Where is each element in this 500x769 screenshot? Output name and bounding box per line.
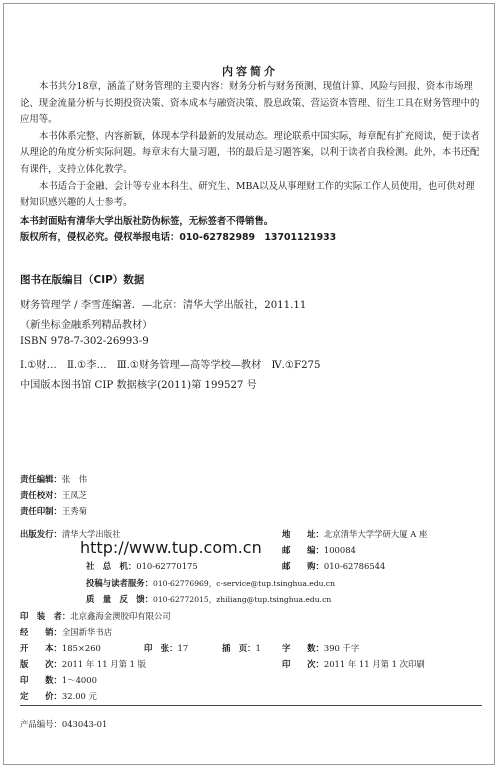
summary-title: 内容简介 <box>222 65 278 78</box>
distributor-value: 全国新华书店 <box>61 627 113 637</box>
proof-name: 王凤芝 <box>61 490 87 500</box>
plates-row <box>222 636 261 655</box>
sheets-value: 17 <box>177 643 189 653</box>
switchboard-value: 010-62770175 <box>136 561 198 571</box>
price-value: 32.00 元 <box>61 691 97 701</box>
words-label: 字 数： <box>282 643 324 653</box>
cip-line-series: （新坐标金融系列精品教材） <box>20 320 153 331</box>
address-value: 北京清华大学学研大厦 A 座 <box>323 529 428 539</box>
contribution-label: 投稿与读者服务： <box>86 578 153 588</box>
divider <box>20 705 482 706</box>
summary-text <box>20 79 482 247</box>
print-name: 王秀菊 <box>61 506 87 516</box>
printer-label: 印 装 者： <box>20 611 71 621</box>
proof-label: 责任校对： <box>20 490 62 500</box>
editor-name: 张 伟 <box>61 474 87 484</box>
price-label: 定 价： <box>20 691 62 701</box>
anti-counterfeit-notice: 本书封面贴有清华大学出版社防伪标签，无标签者不得销售。 <box>20 215 274 227</box>
price-row <box>20 684 97 703</box>
distributor-label: 经 销： <box>20 627 62 637</box>
address-label: 地 址： <box>282 529 324 539</box>
quality-label: 质 量 反 馈： <box>86 594 153 604</box>
contribution-value: 010-62776969，c-service@tup.tsinghua.edu.cn <box>153 579 336 588</box>
sheets-row <box>144 636 188 655</box>
plates-label: 插 页： <box>222 643 256 653</box>
credit-print <box>20 499 87 518</box>
switchboard-label: 社 总 机： <box>86 561 137 571</box>
product-code-label: 产品编号： <box>20 719 62 729</box>
publisher-url[interactable]: http://www.tup.com.cn <box>80 538 262 557</box>
words-value: 390 千字 <box>323 643 360 653</box>
postcode-value: 100084 <box>323 545 356 555</box>
summary-paragraph-3: 本书适合于金融、会计等专业本科生、研究生、MBA以及从事理财工作的实际工作人员使用，也可供对理财知识感兴趣的人士参考。 <box>20 180 475 209</box>
printer-value: 北京鑫海金澳胶印有限公司 <box>70 611 171 621</box>
publisher-label: 出版发行： <box>20 529 62 539</box>
quality-value: 010-62772015，zhiliang@tup.tsinghua.edu.cn <box>153 595 332 604</box>
format-value: 185×260 <box>61 643 101 653</box>
mail-order-value: 010-62786544 <box>323 561 386 571</box>
summary-paragraph-1: 本书共分18章，涵盖了财务管理的主要内容：财务分析与财务预测、现值计算、风险与回报、资本市场理论、现金流量分析与长期投资决策、资本成本与融资决策、股息政策、营运资本管理、衍生工具在财务管理中的应用等。 <box>20 81 480 126</box>
printing-value: 2011 年 11 月第 1 次印刷 <box>323 659 425 669</box>
cip-line-isbn: ISBN 978-7-302-26993-9 <box>20 336 149 347</box>
publisher-name: 清华大学出版社 <box>61 529 121 539</box>
printing-label: 印 次： <box>282 659 324 669</box>
summary-paragraph-2: 本书体系完整、内容新颖，体现本学科最新的发展动态。理论联系中国实际，每章配有扩充阅读，便于读者从理论的角度分析实际问题。每章末有大量习题，书的最后是习题答案，以利于读者自我检测。此外，本书还配有课件，支持立体化教学。 <box>20 130 480 175</box>
print-run-value: 1～4000 <box>61 675 97 685</box>
print-label: 责任印制： <box>20 506 62 516</box>
editor-label: 责任编辑： <box>20 474 62 484</box>
sheets-label: 印 张： <box>144 643 178 653</box>
mail-order-label: 邮 购： <box>282 561 324 571</box>
product-code-row <box>20 712 107 731</box>
print-run-label: 印 数： <box>20 675 62 685</box>
cip-line-record: 中国版本图书馆 CIP 数据核字(2011)第 199527 号 <box>20 380 257 391</box>
format-label: 开 本： <box>20 643 62 653</box>
edition-label: 版 次： <box>20 659 62 669</box>
plates-value: 1 <box>255 643 261 653</box>
copyright-notice: 版权所有，侵权必究。侵权举报电话：010-62782989 13701121933 <box>20 232 337 244</box>
edition-value: 2011 年 11 月第 1 版 <box>61 659 146 669</box>
printing-row <box>282 652 425 671</box>
product-code-value: 043043-01 <box>61 719 108 729</box>
cip-heading: 图书在版编目（CIP）数据 <box>20 274 145 286</box>
cip-line-classification: Ⅰ.①财… Ⅱ.①李… Ⅲ.①财务管理—高等学校—教材 Ⅳ.①F275 <box>20 360 321 371</box>
cip-line-title: 财务管理学 / 李雪莲编著．—北京：清华大学出版社，2011.11 <box>20 300 307 311</box>
postcode-label: 邮 编： <box>282 545 324 555</box>
